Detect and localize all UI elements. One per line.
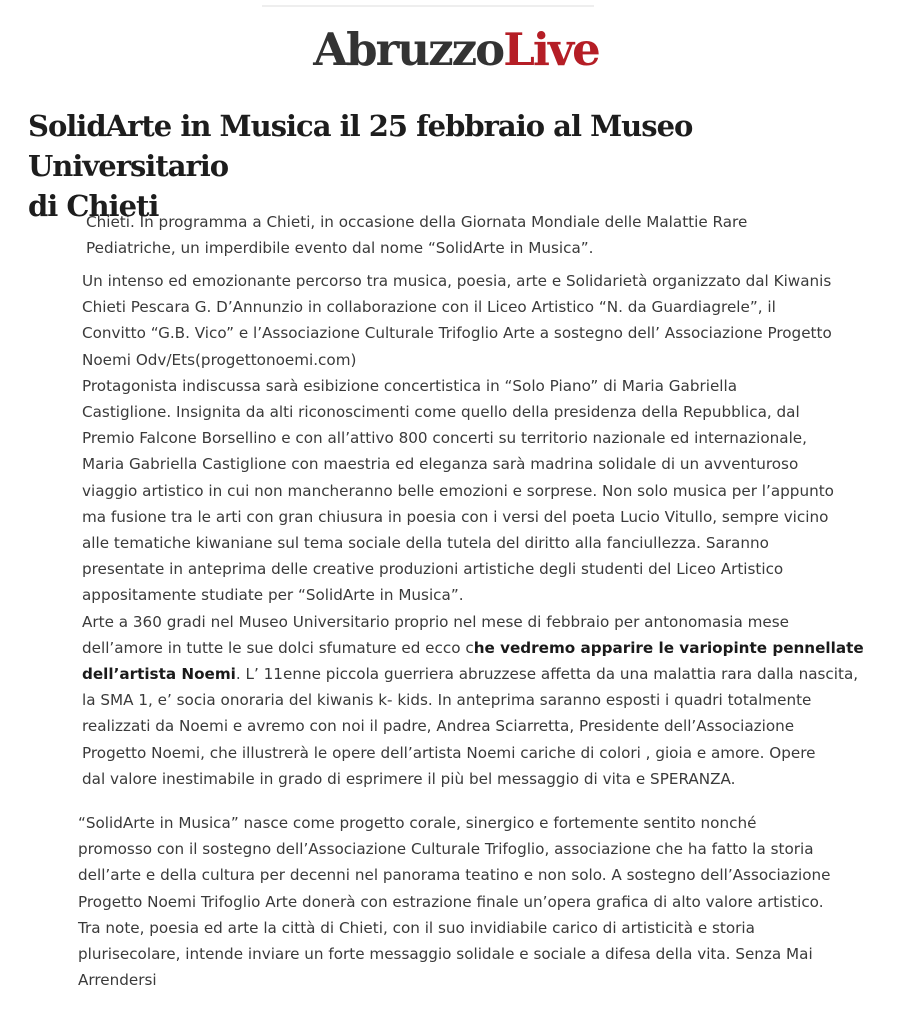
text-line: Arrendersi xyxy=(78,971,157,990)
site-logo[interactable] xyxy=(0,20,912,80)
text-line: appositamente studiate per “SolidArte in Musica”. xyxy=(82,586,464,605)
text-line-mixed xyxy=(82,661,864,687)
text-line: alle tematiche kiwaniane sul tema sociale della tutela del diritto alla fanciullezza. Saranno xyxy=(82,534,769,553)
logo-abruzzo: Abruzzo xyxy=(313,23,504,76)
text-line: Arte a 360 gradi nel Museo Universitario proprio nel mese di febbraio per antonomasia mese xyxy=(82,612,789,631)
text-line: Maria Gabriella Castiglione con maestria ed eleganza sarà madrina solidale di un avventuroso xyxy=(82,455,799,474)
text-line: Premio Falcone Borsellino e con all’attivo 800 concerti su territorio nazionale ed internazionale, xyxy=(82,429,807,448)
title-line-2: di Chieti xyxy=(28,189,159,223)
bold-text-run: dell’artista Noemi xyxy=(82,665,236,684)
text-line: “SolidArte in Musica” nasce come progetto corale, sinergico e fortemente sentito nonché xyxy=(78,814,757,832)
text-line: dal valore inestimabile in grado di esprimere il più bel messaggio di vita e SPERANZA. xyxy=(82,769,736,788)
text-line: dell’arte e della cultura per decenni nel panorama teatino e non solo. A sostegno dell’Associazione xyxy=(78,866,831,885)
text-line: Chieti Pescara G. D’Annunzio in collaborazione con il Liceo Artistico “N. da Guardiagrele”, il xyxy=(82,298,776,317)
title-line-1: SolidArte in Musica il 25 febbraio al Museo Universitario xyxy=(28,109,693,183)
text-line: viaggio artistico in cui non mancheranno belle emozioni e sorprese. Non solo musica per l’appunto xyxy=(82,481,834,500)
text-run: . L’ 11enne piccola guerriera abruzzese affetta da una malattia rara dalla nascita, xyxy=(235,665,859,684)
text-run: dell’amore in tutte le sue dolci sfumature ed ecco c xyxy=(82,638,474,657)
body-paragraph xyxy=(82,268,864,792)
text-line: Protagonista indiscussa sarà esibizione concertistica in “Solo Piano” di Maria Gabriella xyxy=(82,376,738,395)
text-line: Castiglione. Insignita da alti riconoscimenti come quello della presidenza della Repubblica, dal xyxy=(82,403,800,422)
closing-paragraph xyxy=(78,810,831,993)
text-line: Progetto Noemi Trifoglio Arte donerà con estrazione finale un’opera grafica di alto valore artistico. xyxy=(78,892,824,911)
text-line: plurisecolare, intende inviare un forte messaggio solidale e sociale a difesa della vita. Senza Mai xyxy=(78,945,813,964)
text-line: promosso con il sostegno dell’Associazione Culturale Trifoglio, associazione che ha fatto la storia xyxy=(78,840,814,859)
text-line: Chieti. In programma a Chieti, in occasione della Giornata Mondiale delle Malattie Rare xyxy=(86,213,748,231)
text-line: Tra note, poesia ed arte la città di Chieti, con il suo invidiabile carico di artisticità e storia xyxy=(78,918,755,937)
text-line: presentate in anteprima delle creative produzioni artistiche degli studenti del Liceo Artistico xyxy=(82,560,784,579)
text-line: Convitto “G.B. Vico” e l’Associazione Culturale Trifoglio Arte a sostegno dell’ Associazione Progetto xyxy=(82,324,832,343)
top-divider xyxy=(262,5,594,7)
text-line: realizzati da Noemi e avremo con noi il padre, Andrea Sciarretta, Presidente dell’Associazione xyxy=(82,717,795,736)
text-line: ma fusione tra le arti con gran chiusura in poesia con i versi del poeta Lucio Vitullo, sempre vicino xyxy=(82,507,829,526)
bold-text-run: he vedremo apparire le variopinte pennellate xyxy=(473,638,864,657)
text-line: Pediatriche, un imperdibile evento dal nome “SolidArte in Musica”. xyxy=(86,239,594,258)
text-line-mixed xyxy=(82,635,864,661)
article-title xyxy=(28,106,888,226)
intro-paragraph xyxy=(86,209,747,261)
text-line: Un intenso ed emozionante percorso tra musica, poesia, arte e Solidarietà organizzato dal Kiwanis xyxy=(82,272,832,290)
text-line: Noemi Odv/Ets(progettonoemi.com) xyxy=(82,350,357,369)
text-line: la SMA 1, e’ socia onoraria del kiwanis k- kids. In anteprima saranno esposti i quadri totalmente xyxy=(82,691,812,710)
logo-live: Live xyxy=(503,23,599,76)
text-line: Progetto Noemi, che illustrerà le opere dell’artista Noemi cariche di colori , gioia e amore. Opere xyxy=(82,743,816,762)
